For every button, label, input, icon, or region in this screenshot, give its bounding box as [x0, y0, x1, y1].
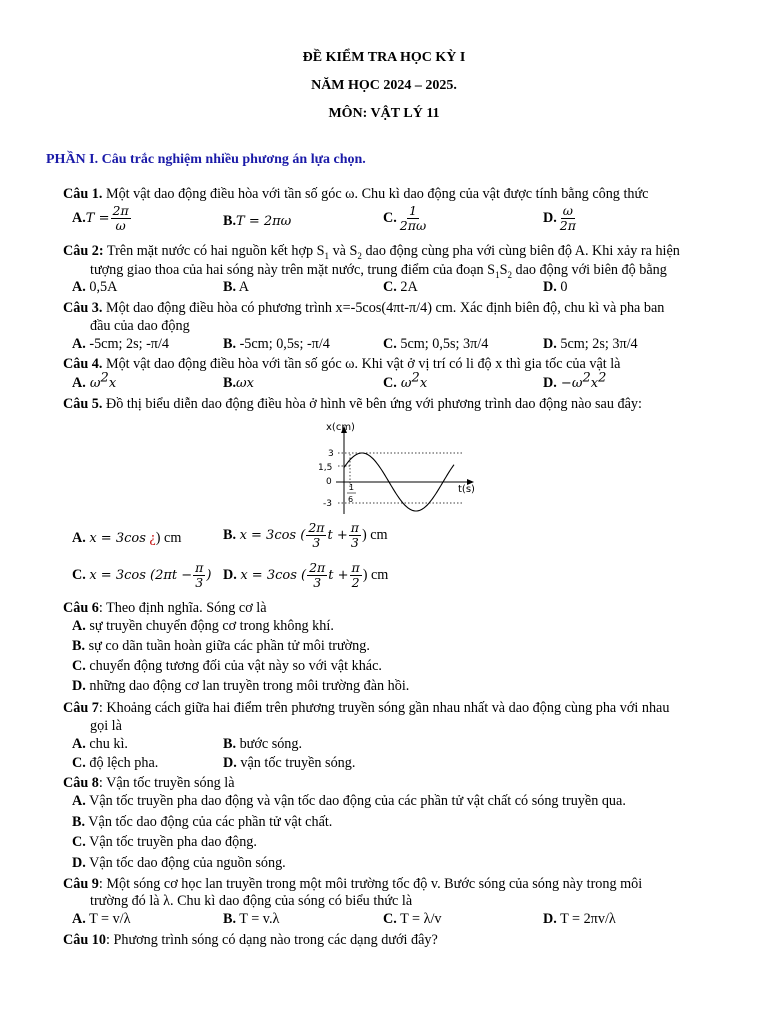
- fraction: [306, 521, 326, 550]
- question-label: Câu 1.: [63, 186, 103, 202]
- option-expr: x: [590, 376, 599, 391]
- option-label: C.: [383, 336, 397, 352]
- option-unit: ) cm: [155, 530, 182, 546]
- q1-option-c[interactable]: [383, 204, 429, 233]
- numerator: ω: [562, 203, 573, 218]
- subscript: 1: [324, 250, 330, 261]
- question-label: Câu 2:: [63, 243, 104, 259]
- question-label: Câu 7: [63, 700, 99, 716]
- fraction: [350, 561, 362, 590]
- tick-0: 0: [326, 477, 332, 487]
- q6-option-a[interactable]: [72, 617, 334, 636]
- option-expr: T = 2πω: [236, 214, 292, 229]
- option-text: -5cm; 2s; -π/4: [85, 336, 170, 352]
- q3-option-a[interactable]: [72, 335, 169, 354]
- question-text: Một vật dao động điều hòa với tần số góc ω. Chu kì dao động của vật được tính bằng công thức: [102, 186, 649, 202]
- option-label: B.: [223, 213, 237, 229]
- numerator: 1: [409, 203, 417, 218]
- denominator: 3: [312, 535, 321, 550]
- option-label: A.: [72, 336, 86, 352]
- q5-option-d[interactable]: [223, 561, 388, 590]
- question-text: Trên mặt nước có hai nguồn kết hợp S: [103, 243, 325, 259]
- question-text: tượng giao thoa của hai sóng này trên mặt nước, trung điểm của đoạn S: [90, 262, 496, 278]
- q3-option-c[interactable]: [383, 335, 488, 354]
- option-expr: ω: [85, 376, 101, 391]
- q8-option-c[interactable]: [72, 833, 257, 852]
- numerator: π: [195, 560, 204, 575]
- numerator: π: [351, 560, 360, 575]
- q6-option-c[interactable]: [72, 657, 382, 676]
- option-expr: −ω: [556, 376, 583, 391]
- option-expr: ω: [396, 376, 412, 391]
- question-label: Câu 9: [63, 876, 99, 892]
- q8-option-b[interactable]: [72, 813, 332, 832]
- option-text: 0,5A: [85, 279, 118, 295]
- question-3-cont: đầu của dao động: [90, 318, 190, 334]
- option-label: A.: [72, 209, 86, 226]
- option-unit: ) cm: [362, 566, 389, 583]
- fraction: [111, 204, 131, 233]
- option-label: D.: [223, 566, 237, 583]
- question-label: Câu 8: [63, 775, 99, 791]
- option-expr: x = 3cos (: [239, 527, 306, 543]
- option-text: T = v/λ: [85, 911, 131, 927]
- tick-time-num: 1: [349, 483, 355, 492]
- question-text: : Một sóng cơ học lan truyền trong một môi trường tốc độ v. Bước sóng của sóng này trong môi: [98, 876, 643, 892]
- q9-option-b[interactable]: [223, 910, 279, 929]
- question-5: [63, 395, 642, 414]
- option-label: D.: [543, 375, 557, 391]
- fraction: [307, 561, 327, 590]
- q6-option-b[interactable]: [72, 637, 370, 656]
- q3-option-b[interactable]: [223, 335, 330, 354]
- subscript: 1: [495, 269, 500, 280]
- option-label: D.: [543, 279, 557, 295]
- question-text: Đồ thị biểu diễn dao động điều hòa ở hình vẽ bên ứng với phương trình dao động nào sau đây:: [102, 396, 642, 412]
- option-text: những dao động cơ lan truyền trong môi trường đàn hồi.: [85, 678, 410, 694]
- denominator: 2π: [559, 218, 576, 233]
- q9-option-c[interactable]: [383, 910, 442, 929]
- option-label: A.: [72, 375, 86, 391]
- option-label: D.: [72, 678, 86, 694]
- option-text: T = λ/v: [396, 911, 442, 927]
- subscript: 2: [507, 269, 512, 280]
- option-label: C.: [72, 755, 86, 771]
- question-4: [63, 355, 620, 374]
- option-text: chuyển động tương đối của vật này so với vật khác.: [85, 658, 382, 674]
- option-text: Vận tốc truyền pha dao động và vận tốc dao động của các phần tử vật chất có sóng truyền qua.: [85, 793, 626, 809]
- q5-option-b[interactable]: [223, 521, 388, 550]
- option-text: sự co dãn tuần hoàn giữa các phần tử môi trường.: [85, 638, 370, 654]
- option-label: B.: [223, 526, 237, 543]
- q5-option-a[interactable]: [72, 529, 181, 548]
- numerator: 2π: [309, 560, 326, 575]
- denominator: ω: [115, 218, 126, 233]
- question-text: Một vật dao động điều hòa với tần số góc ω. Khi vật ở vị trí có li độ x thì gia tốc của vật là: [102, 356, 621, 372]
- question-text: : Theo định nghĩa. Sóng cơ là: [98, 600, 267, 616]
- denominator: 3: [313, 575, 322, 590]
- numerator: π: [350, 520, 359, 535]
- question-text: dao động cùng pha với cùng biên độ A. Khi xảy ra hiện: [361, 243, 680, 259]
- option-text: 5cm; 2s; 3π/4: [556, 336, 638, 352]
- option-label: D.: [223, 755, 237, 771]
- fraction: [558, 204, 578, 233]
- question-2: [63, 242, 680, 261]
- option-label: A.: [72, 911, 86, 927]
- option-label: C.: [72, 658, 86, 674]
- subject: MÔN: VẬT LÝ 11: [328, 106, 440, 121]
- question-text: : Khoảng cách giữa hai điểm trên phương truyền sóng gần nhau nhất và dao động cùng pha với nhau: [98, 700, 670, 716]
- question-2-cont: [90, 261, 667, 280]
- option-text: vận tốc truyền sóng.: [236, 755, 356, 771]
- q2-option-a[interactable]: [72, 278, 117, 297]
- q8-option-d[interactable]: [72, 854, 286, 873]
- q4-option-d[interactable]: [543, 370, 607, 393]
- option-label: B.: [72, 638, 86, 654]
- q4-option-b[interactable]: [223, 374, 254, 393]
- q1-option-a[interactable]: [72, 204, 132, 233]
- q7-option-d[interactable]: [223, 754, 355, 773]
- question-10: [63, 931, 438, 950]
- q2-option-c[interactable]: [383, 278, 418, 297]
- q8-option-a[interactable]: [72, 792, 626, 811]
- option-label: A.: [72, 530, 86, 546]
- q4-option-a[interactable]: [72, 370, 117, 393]
- tick-3: 3: [328, 449, 334, 459]
- q1-option-d[interactable]: [543, 204, 579, 233]
- question-8: [63, 774, 235, 793]
- y-axis-label: x(cm): [326, 422, 355, 433]
- superscript: 2: [100, 370, 109, 386]
- q2-option-d[interactable]: [543, 278, 567, 297]
- option-text: Vận tốc truyền pha dao động.: [85, 834, 257, 850]
- superscript: 2: [598, 370, 607, 386]
- option-label: B.: [223, 911, 237, 927]
- superscript: 2: [582, 370, 591, 386]
- option-label: A.: [72, 736, 86, 752]
- subscript: 2: [357, 250, 362, 261]
- denominator: 2πω: [399, 218, 427, 233]
- numerator: 2π: [308, 520, 325, 535]
- question-label: Câu 10: [63, 932, 106, 948]
- school-year: NĂM HỌC 2024 – 2025.: [311, 78, 457, 93]
- option-unit: ) cm: [361, 526, 388, 543]
- q2-option-b[interactable]: [223, 278, 249, 297]
- option-label: B.: [223, 736, 237, 752]
- option-label: C.: [383, 375, 397, 391]
- q5-option-c[interactable]: [72, 561, 211, 590]
- option-text: 5cm; 0,5s; 3π/4: [396, 336, 489, 352]
- x-axis-label: t(s): [458, 484, 475, 495]
- denominator: 3: [195, 575, 204, 590]
- option-text: T = v.λ: [236, 911, 280, 927]
- option-label: D.: [543, 911, 557, 927]
- oscillation-graph: [306, 418, 476, 516]
- option-label: B.: [223, 375, 237, 391]
- option-label: B.: [223, 279, 237, 295]
- fraction: [349, 521, 361, 550]
- option-label: B.: [72, 814, 86, 830]
- option-label: A.: [72, 279, 86, 295]
- question-6: [63, 599, 267, 618]
- question-text: dao động với biên độ bằng: [511, 262, 667, 278]
- option-label: D.: [72, 855, 86, 871]
- question-label: Câu 3.: [63, 300, 103, 316]
- fraction: [398, 204, 428, 233]
- tick-1-5: 1,5: [318, 463, 333, 473]
- option-label: C.: [72, 834, 86, 850]
- option-expr: x: [108, 376, 117, 391]
- option-label: B.: [223, 336, 237, 352]
- option-text: A: [236, 279, 250, 295]
- denominator: 3: [350, 535, 359, 550]
- option-expr: x = 3cos (: [240, 567, 307, 583]
- question-text: S: [499, 262, 508, 278]
- question-text: : Phương trình sóng có dạng nào trong các dạng dưới đây?: [105, 932, 438, 948]
- option-text: bước sóng.: [236, 736, 303, 752]
- question-9-cont: trường đó là λ. Chu kì dao động của sóng có biểu thức là: [90, 893, 413, 909]
- option-expr: ωx: [236, 376, 254, 391]
- question-label: Câu 6: [63, 600, 99, 616]
- option-label: D.: [543, 209, 557, 226]
- option-text: 2A: [396, 279, 418, 295]
- option-expr: t +: [328, 567, 349, 583]
- q7-option-c[interactable]: [72, 754, 158, 773]
- q9-option-a[interactable]: [72, 910, 131, 929]
- option-text: 0: [556, 279, 568, 295]
- superscript: 2: [411, 370, 420, 386]
- option-label: D.: [543, 336, 557, 352]
- q3-option-d[interactable]: [543, 335, 638, 354]
- option-label: C.: [383, 279, 397, 295]
- option-expr: x = 3cos: [89, 531, 146, 546]
- option-expr: t +: [327, 527, 348, 543]
- question-text: Một dao động điều hòa có phương trình x=-5cos(4πt-π/4) cm. Xác định biên độ, chu kì và pha ban: [102, 300, 665, 316]
- q7-option-b[interactable]: [223, 735, 302, 754]
- question-label: Câu 5.: [63, 396, 103, 412]
- option-text: chu kì.: [85, 736, 128, 752]
- option-text: -5cm; 0,5s; -π/4: [236, 336, 330, 352]
- question-text: và S: [329, 243, 358, 259]
- q4-option-c[interactable]: [383, 370, 428, 393]
- q6-option-d[interactable]: [72, 677, 409, 696]
- question-text: : Vận tốc truyền sóng là: [98, 775, 235, 791]
- denominator: 2: [351, 575, 360, 590]
- option-text: T = 2πv/λ: [556, 911, 616, 927]
- section-heading: PHẦN I. Câu trắc nghiệm nhiều phương án lựa chọn.: [46, 152, 366, 167]
- exam-title: ĐỀ KIỂM TRA HỌC KỲ I: [302, 50, 466, 65]
- q9-option-d[interactable]: [543, 910, 616, 929]
- option-expr: ): [206, 567, 212, 583]
- tick-minus-3: -3: [323, 499, 332, 509]
- option-label: C.: [383, 209, 397, 226]
- option-text: Vận tốc dao động của nguồn sóng.: [85, 855, 286, 871]
- option-expr: T =: [85, 210, 110, 226]
- question-3: [63, 299, 664, 318]
- fraction: [193, 561, 205, 590]
- q1-option-b[interactable]: [223, 212, 291, 231]
- tick-time-den: 6: [348, 495, 354, 504]
- question-7: [63, 699, 669, 718]
- numerator: 2π: [112, 203, 129, 218]
- option-text: sự truyền chuyển động cơ trong không khí.: [85, 618, 334, 634]
- question-7-cont: gọi là: [90, 718, 122, 734]
- option-expr: x: [419, 376, 428, 391]
- option-label: C.: [72, 566, 86, 583]
- option-label: A.: [72, 793, 86, 809]
- option-expr: x = 3cos (2πt −: [89, 567, 193, 583]
- option-label: C.: [383, 911, 397, 927]
- question-label: Câu 4.: [63, 356, 103, 372]
- q7-option-a[interactable]: [72, 735, 128, 754]
- option-label: A.: [72, 618, 86, 634]
- broken-glyph: ¿: [149, 530, 156, 546]
- question-1: [63, 185, 648, 204]
- option-text: độ lệch pha.: [85, 755, 159, 771]
- option-text: Vận tốc dao động của các phần tử vật chất.: [85, 814, 333, 830]
